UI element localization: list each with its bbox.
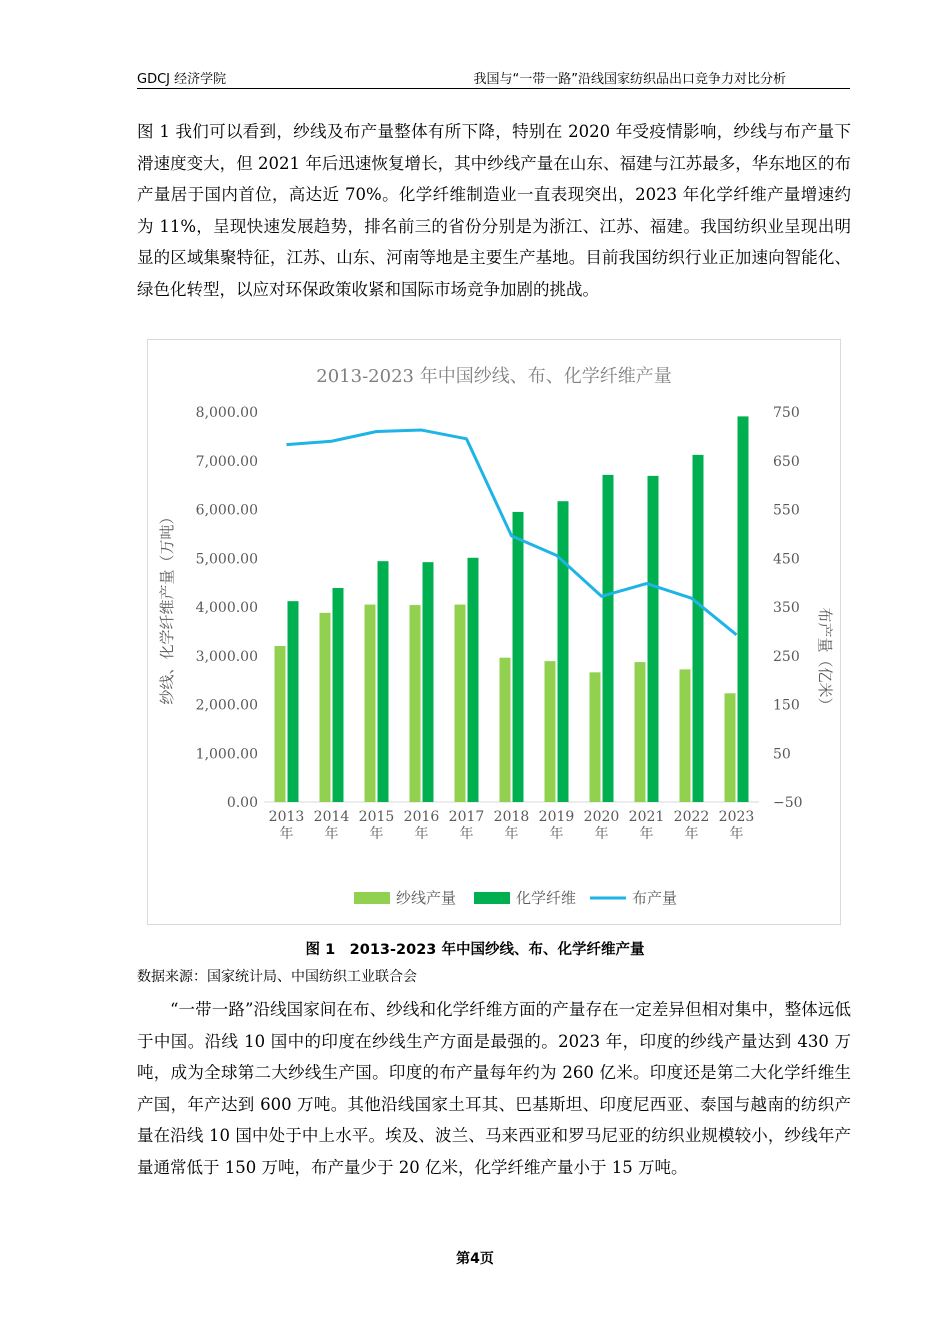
paragraph-1: 图 1 我们可以看到，纱线及布产量整体有所下降，特别在 2020 年受疫情影响，纱线与布产量下滑速度变大，但 2021 年后迅速恢复增长，其中纱线产量在山东、福建与江苏最多，华东地区的布产量居于国内首位，高达近 70%。化学纤维制造业一直表现突出，2023 年化学纤维产量增速约为 11%，呈现快速发展趋势，排名前三的省份分别是为浙江、江苏、福建。我国纺织业呈现出明显的区域集聚特征，江苏、山东、河南等地是主要生产基地。目前我国纺织行业正加速向智能化、绿色化转型，以应对环保政策收紧和国际市场竞争加剧的挑战。 — [137, 122, 851, 299]
chart-legend — [354, 889, 677, 907]
x-tick-label-unit: 年 — [639, 826, 654, 842]
x-tick-label-unit: 年 — [459, 826, 474, 842]
x-tick-label-year: 2015 — [358, 809, 395, 825]
x-tick-label-year: 2021 — [628, 809, 665, 825]
figure-caption: 图 1 2013-2023 年中国纱线、布、化学纤维产量 — [305, 942, 645, 958]
y-left-tick-label: 5,000.00 — [195, 551, 258, 568]
x-tick-label-year: 2023 — [718, 809, 755, 825]
legend-label-cloth: 布产量 — [632, 889, 678, 907]
y-left-tick-label: 2,000.00 — [195, 697, 258, 714]
x-tick-label-unit: 年 — [684, 826, 699, 842]
y-right-tick-label: 350 — [773, 600, 800, 616]
x-tick-label-year: 2020 — [583, 809, 620, 825]
chart-title: 2013-2023 年中国纱线、布、化学纤维产量 — [316, 366, 672, 387]
legend-swatch-fiber — [474, 892, 510, 904]
bar-yarn-2021 — [635, 662, 646, 802]
bar-fiber-2013 — [288, 601, 299, 802]
legend-label-fiber: 化学纤维 — [516, 889, 577, 907]
y-axis-right-label: 布产量（亿米） — [816, 607, 834, 713]
page-number: 第4页 — [456, 1251, 494, 1267]
paragraph-2: “一带一路”沿线国家间在布、纱线和化学纤维方面的产量存在一定差异但相对集中，整体远低于中国。沿线 10 国中的印度在纱线生产方面是最强的。2023 年，印度的纱线产量达到 430 万吨，成为全球第二大纱线生产国。印度的布产量每年约为 260 亿米。印度还是第二大化学纤维生产国，年产达到 600 万吨。其他沿线国家土耳其、巴基斯坦、印度尼西亚、泰国与越南的纺织产量在沿线 10 国中处于中上水平。埃及、波兰、马来西亚和罗马尼亚的纺织业规模较小，纱线年产量通常低于 150 万吨，布产量少于 20 亿米，化学纤维产量小于 15 万吨。 — [137, 1000, 851, 1177]
bar-fiber-2021 — [648, 476, 659, 802]
bar-fiber-2022 — [693, 455, 704, 802]
bar-yarn-2016 — [410, 605, 421, 802]
y-right-tick-label: 650 — [773, 453, 800, 470]
x-tick-label-unit: 年 — [504, 826, 519, 842]
bar-fiber-2019 — [558, 501, 569, 802]
bar-fiber-2014 — [333, 588, 344, 802]
y-left-tick-label: 3,000.00 — [195, 648, 258, 665]
legend-label-yarn: 纱线产量 — [396, 889, 457, 907]
y-left-tick-label: 0.00 — [226, 795, 258, 811]
bar-yarn-2017 — [455, 605, 466, 802]
x-tick-label-unit: 年 — [594, 826, 609, 842]
bar-fiber-2017 — [468, 558, 479, 802]
x-tick-label-year: 2017 — [448, 809, 485, 825]
x-tick-label-unit: 年 — [414, 826, 429, 842]
y-right-tick-label: 750 — [773, 405, 800, 421]
y-axis-left — [196, 405, 258, 811]
y-right-tick-label: 50 — [773, 746, 791, 763]
y-left-tick-label: 6,000.00 — [195, 502, 258, 519]
x-tick-label-year: 2022 — [673, 809, 710, 825]
x-tick-label-unit: 年 — [324, 826, 339, 842]
x-tick-label-unit: 年 — [549, 826, 564, 842]
bar-yarn-2015 — [365, 605, 376, 802]
bar-fiber-2015 — [378, 561, 389, 802]
data-source: 数据来源：国家统计局、中国纺织工业联合会 — [137, 969, 417, 985]
y-right-tick-label: 250 — [773, 648, 800, 665]
x-tick-label-year: 2018 — [493, 809, 530, 825]
bar-yarn-2019 — [545, 661, 556, 802]
x-tick-label-unit: 年 — [279, 826, 294, 842]
bar-yarn-2018 — [500, 658, 511, 802]
bar-series-group — [275, 416, 749, 802]
page-header — [137, 66, 850, 89]
bar-fiber-2018 — [513, 512, 524, 802]
bar-yarn-2020 — [590, 672, 601, 802]
y-left-tick-label: 8,000.00 — [195, 405, 258, 421]
y-left-tick-label: 1,000.00 — [195, 746, 258, 763]
y-right-tick-label: 150 — [773, 697, 800, 714]
series-line-cloth — [287, 430, 737, 635]
chart-container — [147, 339, 841, 925]
y-axis-left-label: 纱线、化学纤维产量（万吨） — [158, 509, 176, 705]
bar-yarn-2023 — [725, 693, 736, 802]
x-tick-label-year: 2013 — [268, 809, 305, 825]
y-right-tick-label: 550 — [773, 502, 800, 519]
x-tick-label-year: 2016 — [403, 809, 440, 825]
y-left-tick-label: 7,000.00 — [195, 453, 258, 470]
header-paper-title: 我国与“一带一路”沿线国家纺织品出口竞争力对比分析 — [473, 72, 786, 87]
x-tick-label-unit: 年 — [369, 826, 384, 842]
y-axis-right — [773, 405, 803, 811]
x-axis — [269, 809, 755, 842]
legend-swatch-yarn — [354, 892, 390, 904]
bar-yarn-2022 — [680, 669, 691, 802]
x-tick-label-year: 2019 — [538, 809, 575, 825]
x-tick-label-unit: 年 — [729, 826, 744, 842]
y-left-tick-label: 4,000.00 — [195, 600, 258, 616]
x-tick-label-year: 2014 — [313, 809, 350, 825]
bar-yarn-2013 — [275, 646, 286, 802]
y-right-tick-label: 450 — [773, 551, 800, 568]
bar-fiber-2020 — [603, 475, 614, 802]
bar-fiber-2016 — [423, 562, 434, 802]
bar-fiber-2023 — [738, 416, 749, 802]
header-institution: GDCJ 经济学院 — [137, 72, 227, 87]
bar-yarn-2014 — [320, 613, 331, 802]
production-chart — [148, 340, 840, 924]
y-right-tick-label: −50 — [773, 795, 803, 811]
